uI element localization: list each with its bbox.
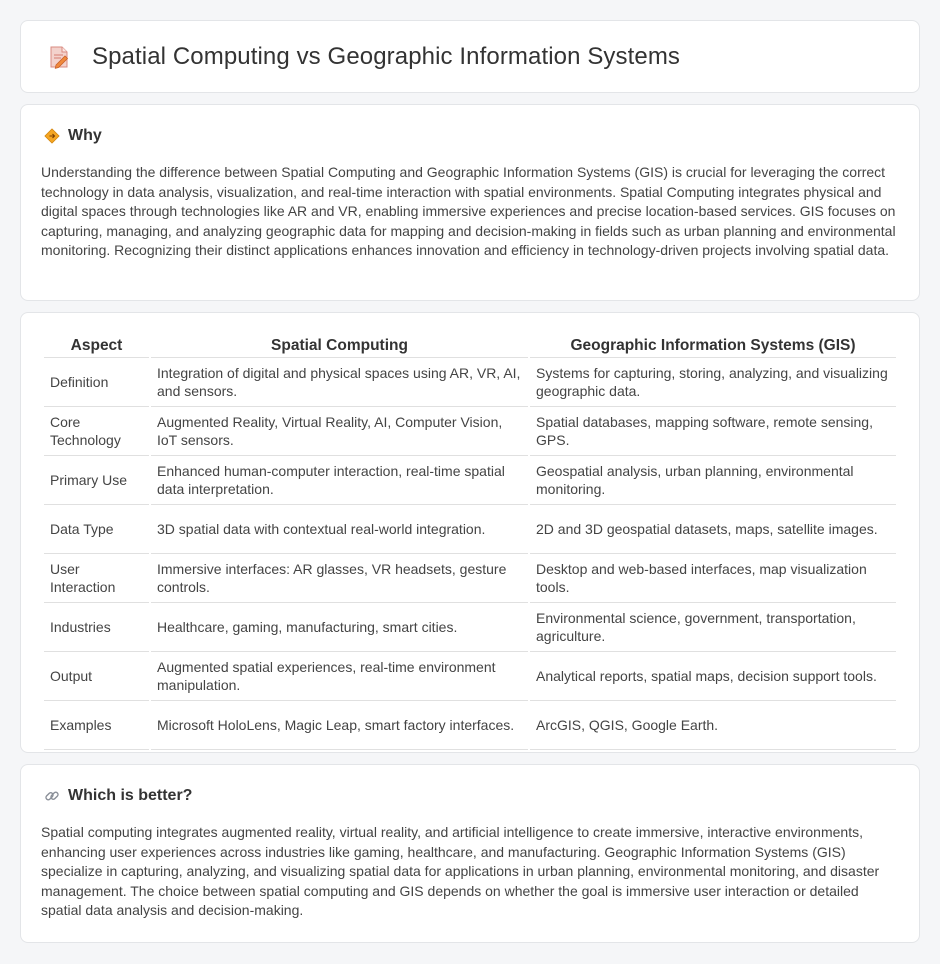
spatial-computing-cell: Augmented Reality, Virtual Reality, AI, Computer Vision, IoT sensors. xyxy=(151,407,528,456)
table-row xyxy=(44,554,896,603)
aspect-cell: Core Technology xyxy=(44,407,149,456)
gis-cell: Environmental science, government, transportation, agriculture. xyxy=(530,603,896,652)
gis-cell: ArcGIS, QGIS, Google Earth. xyxy=(530,701,896,750)
better-text: Spatial computing integrates augmented reality, virtual reality, and artificial intelligence to create immersive, interactive environments, enhancing user experiences across industries like gaming, healthcare, and manufacturing. Geographic Information Systems (GIS) specialize in capturing, analyzing, and visualizing spatial data for applications in urban planning, environmental monitoring, and disaster management. The choice between spatial computing and GIS depends on whether the goal is immersive user interaction or detailed spatial data analysis and decision-making. xyxy=(41,824,880,919)
table-row xyxy=(44,505,896,554)
aspect-cell: Primary Use xyxy=(44,456,149,505)
column-header-aspect: Aspect xyxy=(44,333,149,358)
gis-cell: Geospatial analysis, urban planning, environmental monitoring. xyxy=(530,456,896,505)
why-heading-row xyxy=(41,127,899,145)
document-pencil-icon xyxy=(45,43,73,71)
which-is-better-section xyxy=(20,764,920,943)
column-header-gis: Geographic Information Systems (GIS) xyxy=(530,333,896,358)
table-row xyxy=(44,652,896,701)
diamond-arrows-icon xyxy=(43,127,61,145)
table-row xyxy=(44,456,896,505)
better-heading: Which is better? xyxy=(68,787,193,804)
aspect-cell: Data Type xyxy=(44,505,149,554)
table-row xyxy=(44,358,896,407)
spatial-computing-cell: Healthcare, gaming, manufacturing, smart cities. xyxy=(151,603,528,652)
table-header-row xyxy=(44,333,896,358)
comparison-table-card xyxy=(20,312,920,753)
header-card xyxy=(20,20,920,93)
gis-cell: Systems for capturing, storing, analyzing, and visualizing geographic data. xyxy=(530,358,896,407)
why-text: Understanding the difference between Spatial Computing and Geographic Information Systems (GIS) is crucial for leveraging the correct technology in data analysis, visualization, and real-time interaction with spatial environments. Spatial Computing integrates physical and digital spaces through technologies like AR and VR, enabling immersive experiences and precise location-based services. GIS focuses on capturing, managing, and analyzing geographic data for mapping and decision-making in fields such as urban planning and environmental monitoring. Recognizing their distinct applications enhances innovation and efficiency in technology-driven projects involving spatial data. xyxy=(41,164,896,259)
aspect-cell: Definition xyxy=(44,358,149,407)
spatial-computing-cell: Immersive interfaces: AR glasses, VR headsets, gesture controls. xyxy=(151,554,528,603)
aspect-cell: Examples xyxy=(44,701,149,750)
aspect-cell: User Interaction xyxy=(44,554,149,603)
page-title: Spatial Computing vs Geographic Information Systems xyxy=(92,42,681,70)
spatial-computing-cell: Microsoft HoloLens, Magic Leap, smart factory interfaces. xyxy=(151,701,528,750)
comparison-table xyxy=(42,333,898,750)
link-icon xyxy=(43,787,61,805)
table-row xyxy=(44,603,896,652)
spatial-computing-cell: Augmented spatial experiences, real-time environment manipulation. xyxy=(151,652,528,701)
better-heading-row xyxy=(41,787,899,805)
gis-cell: Spatial databases, mapping software, remote sensing, GPS. xyxy=(530,407,896,456)
spatial-computing-cell: Enhanced human-computer interaction, real-time spatial data interpretation. xyxy=(151,456,528,505)
gis-cell: Analytical reports, spatial maps, decision support tools. xyxy=(530,652,896,701)
why-heading: Why xyxy=(68,127,102,144)
gis-cell: Desktop and web-based interfaces, map visualization tools. xyxy=(530,554,896,603)
column-header-spatial-computing: Spatial Computing xyxy=(151,333,528,358)
aspect-cell: Output xyxy=(44,652,149,701)
table-row xyxy=(44,701,896,750)
aspect-cell: Industries xyxy=(44,603,149,652)
spatial-computing-cell: 3D spatial data with contextual real-world integration. xyxy=(151,505,528,554)
spatial-computing-cell: Integration of digital and physical spaces using AR, VR, AI, and sensors. xyxy=(151,358,528,407)
table-row xyxy=(44,407,896,456)
gis-cell: 2D and 3D geospatial datasets, maps, satellite images. xyxy=(530,505,896,554)
why-section xyxy=(20,104,920,301)
